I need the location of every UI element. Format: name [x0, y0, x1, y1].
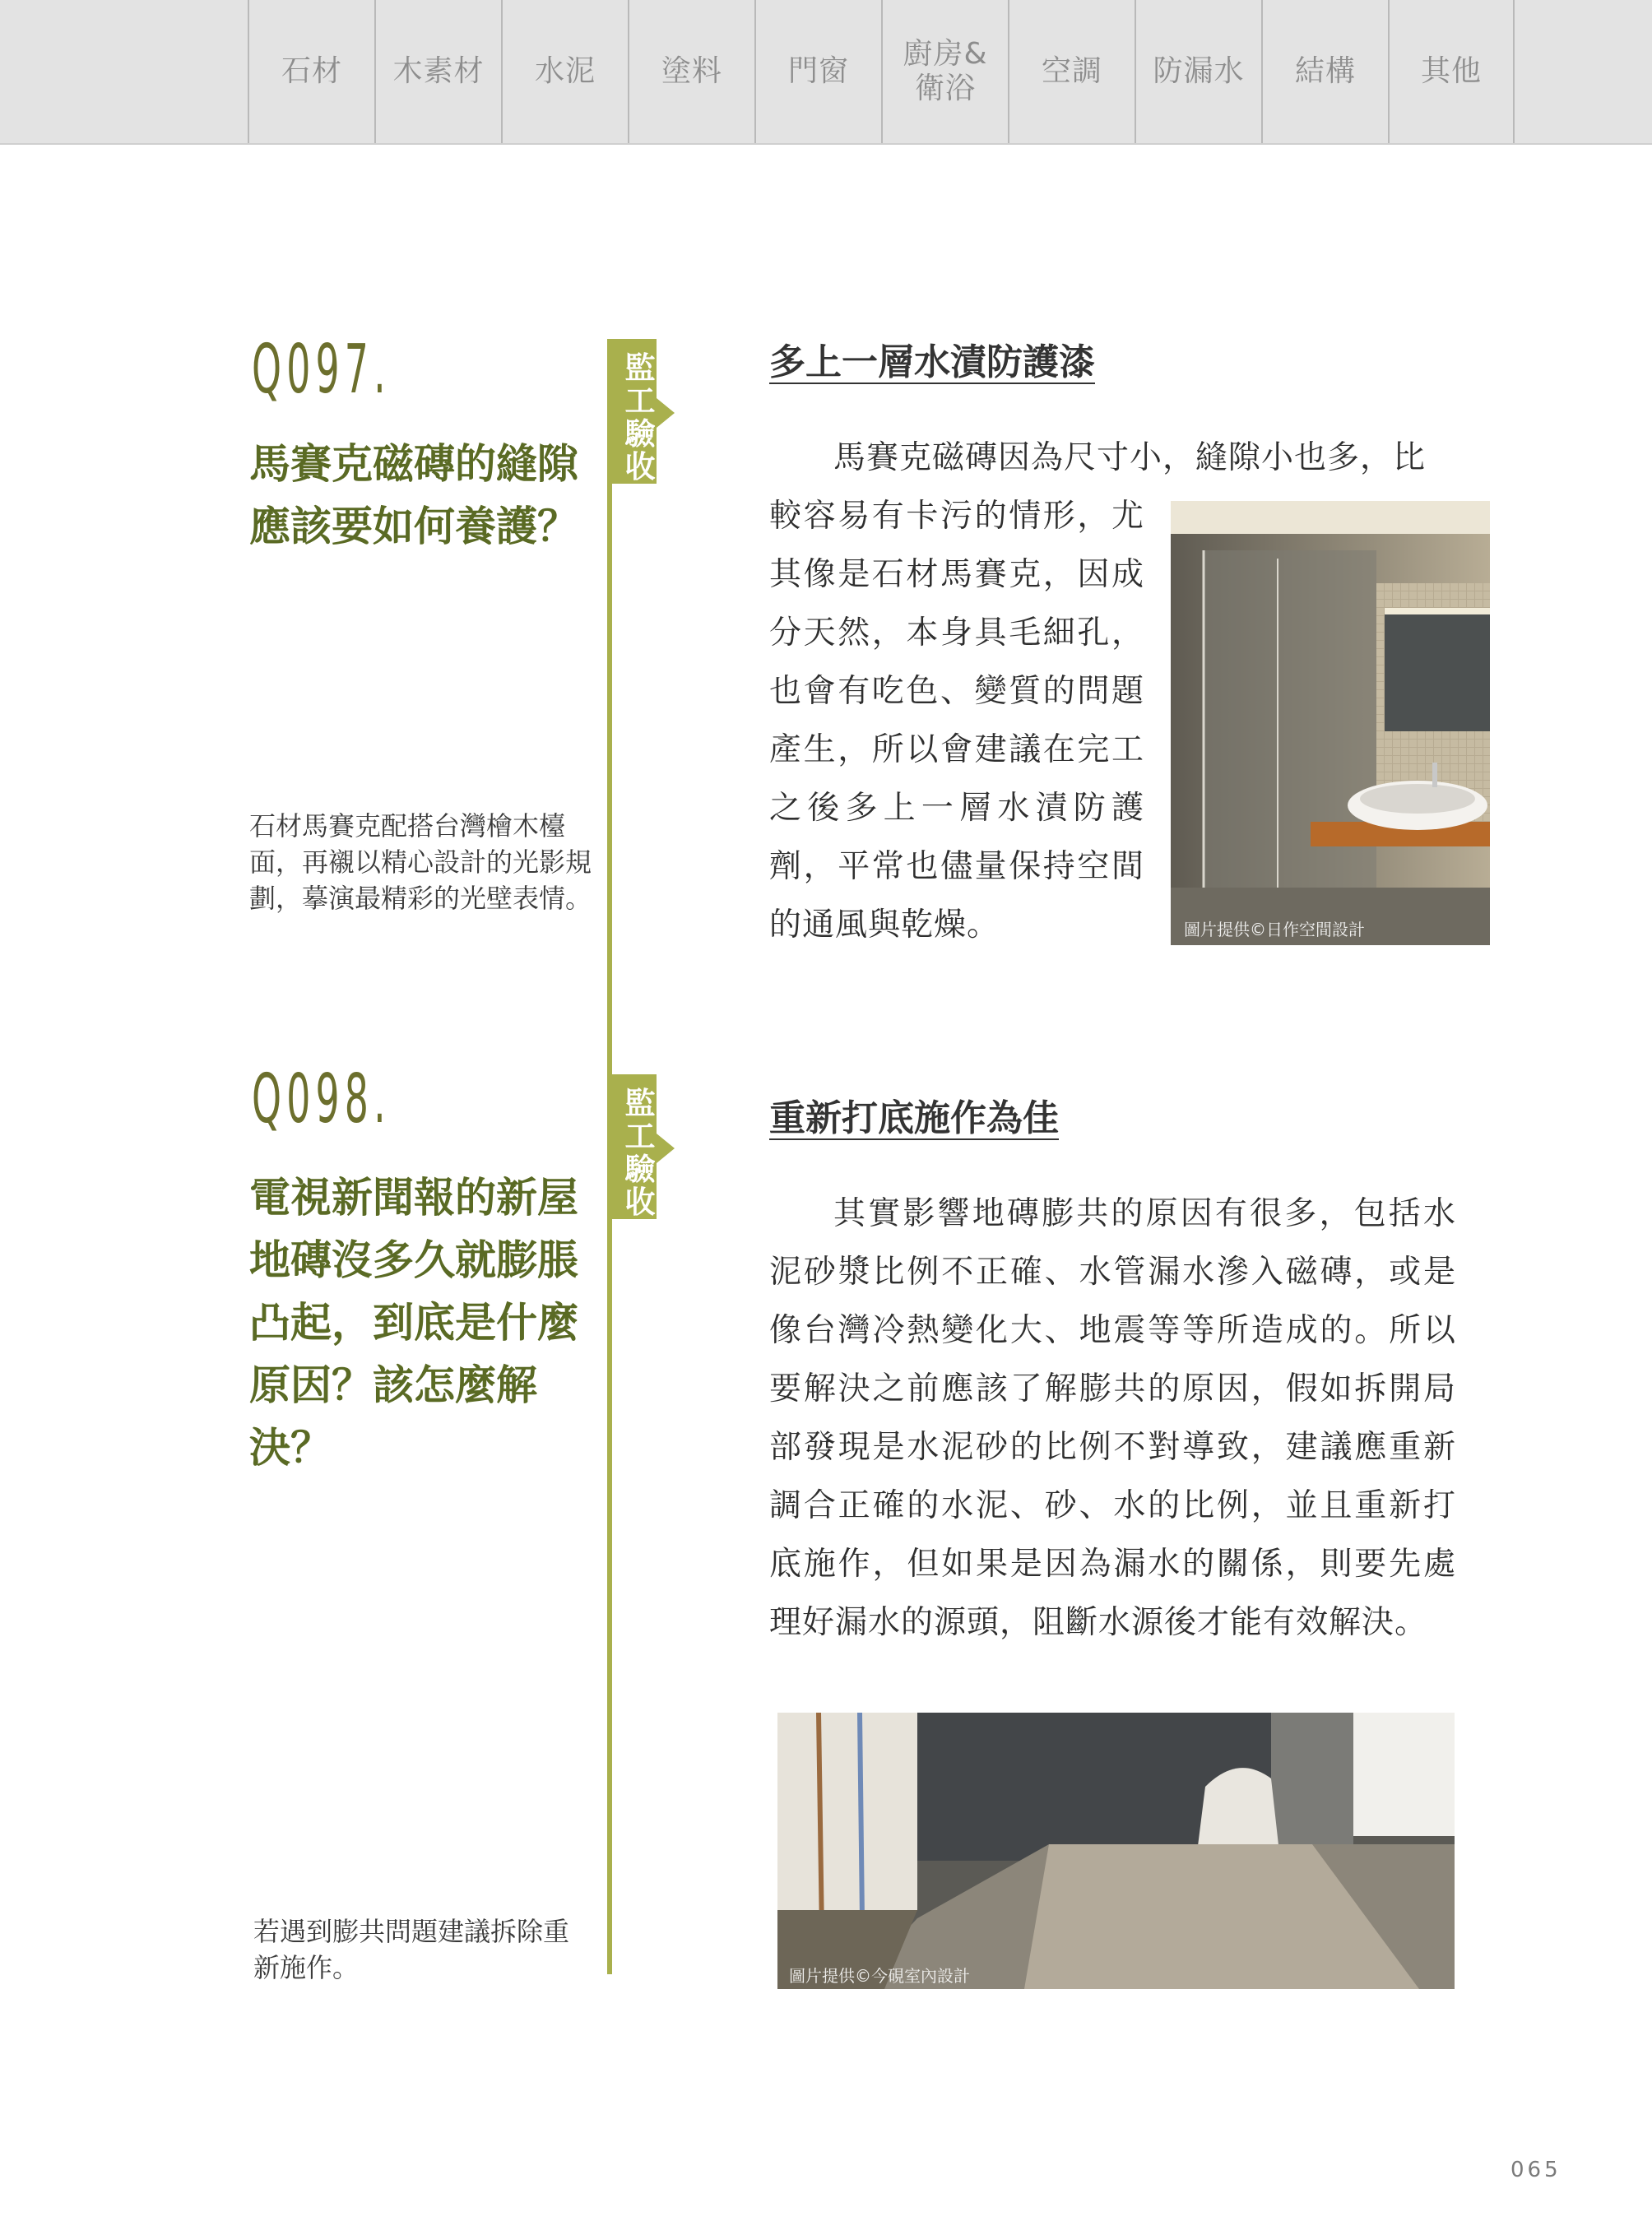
photo-credit: 圖片提供©日作空間設計 — [1184, 920, 1365, 939]
section-tag-label: 監工驗收 — [624, 350, 656, 485]
tab-other[interactable]: 其他 — [1388, 0, 1515, 143]
photo-credit: 圖片提供©今硯室內設計 — [789, 1966, 970, 1986]
tab-wood[interactable]: 木素材 — [374, 0, 501, 143]
answer-body: 其實影響地磚膨共的原因有很多，包括水泥砂漿比例不正確、水管漏水滲入磁磚，或是像台灣冷熱變化大、地震等等所造成的。所以要解決之前應該了解膨共的原因，假如拆開局部發現是水泥砂的比例不對導致，建議應重新調合正確的水泥、砂、水的比例，並且重新打底施作，但如果是因為漏水的關係，則要先處理好漏水的源頭，阻斷水源後才能有效解決。 — [769, 1195, 1456, 1641]
answer-title: 多上一層水漬防護漆 — [769, 341, 1095, 383]
tab-paint[interactable]: 塗料 — [628, 0, 754, 143]
bathroom-illustration — [1171, 501, 1490, 945]
section-tag-label: 監工驗收 — [624, 1086, 656, 1220]
bathroom-photo — [1171, 501, 1490, 945]
tab-structure[interactable]: 結構 — [1261, 0, 1388, 143]
tab-waterproofing[interactable]: 防漏水 — [1135, 0, 1261, 143]
floor-tile-illustration — [777, 1713, 1455, 1989]
tab-kitchen-bath[interactable]: 廚房& 衛浴 — [881, 0, 1008, 143]
question-title: 電視新聞報的新屋地磚沒多久就膨脹凸起，到底是什麼原因？該怎麼解決？ — [249, 1174, 578, 1472]
answer-title: 重新打底施作為佳 — [769, 1097, 1059, 1139]
photo-caption: 石材馬賽克配搭台灣檜木檯面，再襯以精心設計的光影規劃，摹演最精彩的光壁表情。 — [249, 810, 592, 914]
tab-stone[interactable]: 石材 — [248, 0, 374, 143]
question-number: Q098. — [252, 1060, 391, 1138]
answer-first-line: 馬賽克磁磚因為尺寸小，縫隙小也多，比 — [833, 439, 1427, 476]
photo-caption: 若遇到膨共問題建議拆除重新施作。 — [253, 1916, 570, 1983]
question-title: 馬賽克磁磚的縫隙應該要如何養護？ — [249, 440, 578, 550]
page-number: 065 — [1510, 2158, 1562, 2182]
question-number: Q097. — [252, 331, 391, 409]
tab-doors-windows[interactable]: 門窗 — [754, 0, 881, 143]
category-tabs — [248, 0, 1515, 143]
tab-air-conditioning[interactable]: 空調 — [1008, 0, 1135, 143]
tab-cement[interactable]: 水泥 — [501, 0, 628, 143]
answer-body: 較容易有卡污的情形，尤其像是石材馬賽克，因成分天然，本身具毛細孔，也會有吃色、變質的問題產生，所以會建議在完工之後多上一層水漬防護劑，平常也儘量保持空間的通風與乾燥。 — [769, 498, 1144, 944]
category-nav-bar — [0, 0, 1652, 145]
floor-tile-photo — [777, 1713, 1455, 1989]
